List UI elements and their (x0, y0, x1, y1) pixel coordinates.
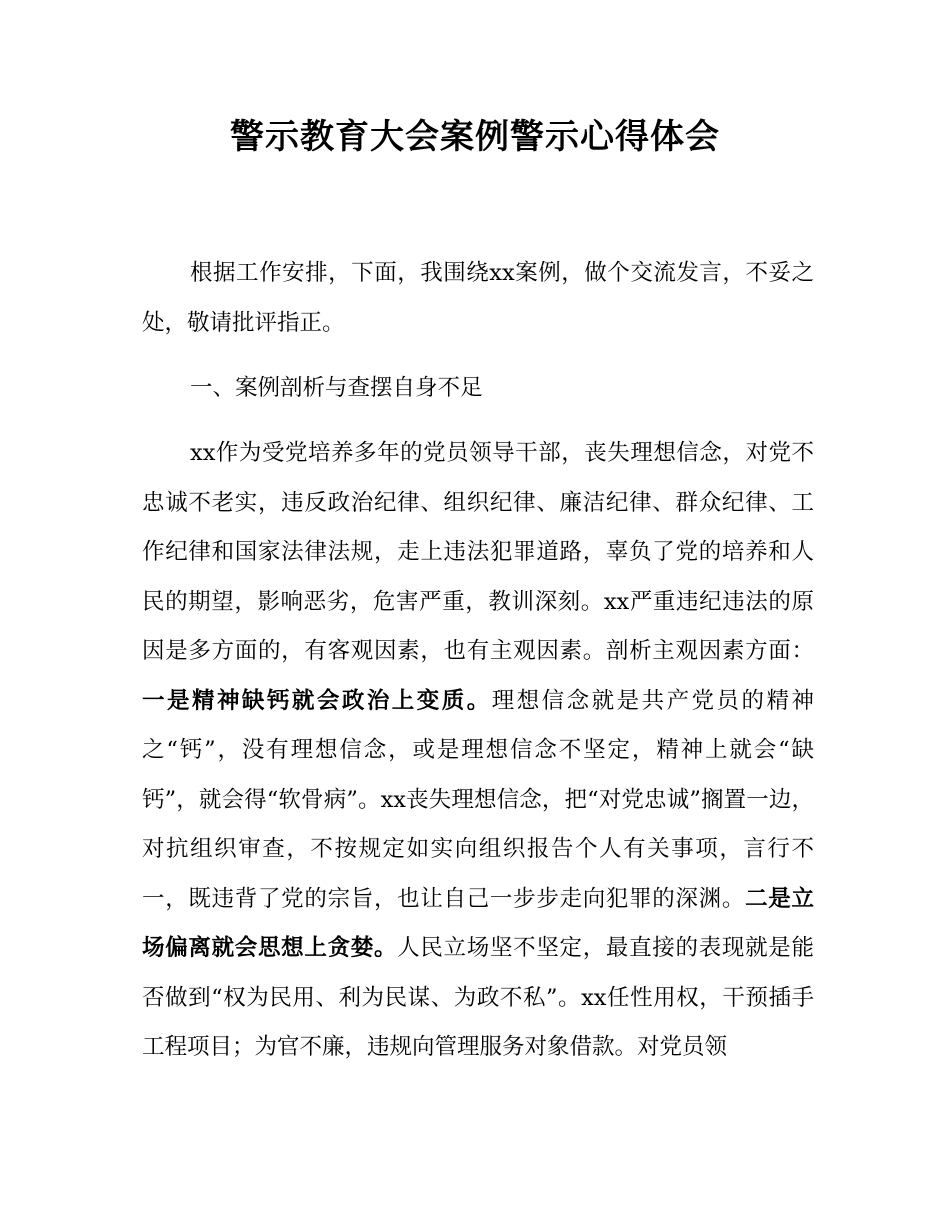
bold-point-two: 二是立场偏离就会思想上贪婪。 (142, 885, 814, 961)
section-heading: 一、案例剖析与查摆自身不足 (190, 375, 483, 401)
paragraph-text-part-1: xx作为受党培养多年的党员领导干部，丧失理想信念，对党不忠诚不老实，违反政治纪律、组织纪律、廉洁纪律、群众纪律、工作纪律和国家法律法规，走上违法犯罪道路，辜负了党的培养和人民的期望，影响恶劣，危害严重，教训深刻。xx严重违纪违法的原因是多方面的，有客观因素，也有主观因素。剖析主观因素方面： (142, 440, 814, 664)
paragraph-text-part-2: 理想信念就是共产党员的精神之“钙”，没有理想信念，或是理想信念不坚定，精神上就会“缺钙”，就会得“软骨病”。xx丧失理想信念，把“对党忠诚”搁置一边，对抗组织审查，不按规定如实向组织报告个人有关事项，言行不一，既违背了党的宗旨，也让自己一步步走向犯罪的深渊。 (142, 687, 814, 912)
intro-paragraph: 根据工作安排，下面，我围绕xx案例，做个交流发言，不妥之处，敬请批评指正。 (142, 260, 814, 336)
bold-point-one: 一是精神缺钙就会政治上变质。 (142, 687, 492, 714)
case-analysis-paragraph (142, 429, 814, 1073)
document-title: 警示教育大会案例警示心得体会 (230, 117, 720, 157)
paragraph-text-part-3: 人民立场坚不坚定，最直接的表现就是能否做到“权为民用、利为民谋、为政不私”。xx任性用权，干预插手工程项目；为官不廉，违规向管理服务对象借款。对党员领 (142, 935, 814, 1060)
